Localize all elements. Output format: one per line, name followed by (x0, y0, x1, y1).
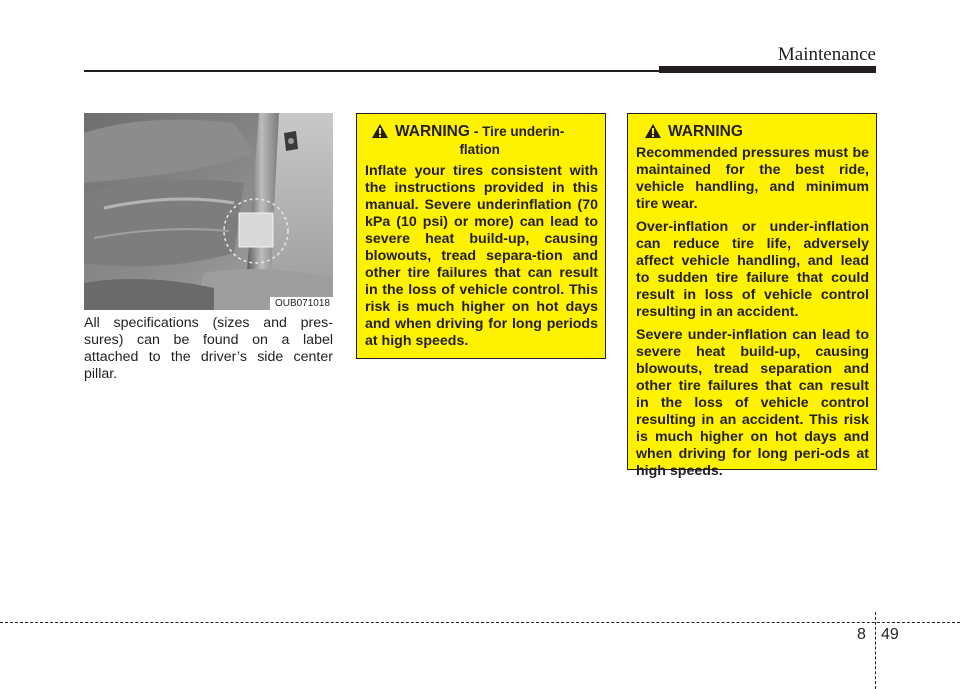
body-text: All specifications (sizes and pres-sures) can be found on a label attached to the driver’s side center pillar. (84, 315, 333, 382)
photo-code: OUB071018 (270, 297, 333, 310)
header-rule-thick (659, 66, 876, 73)
section-title: Maintenance (777, 44, 876, 65)
warning-text: Inflate your tires consistent with the instructions provided in this manual. Severe underinflation (70 kPa (10 psi) or more) can lead to severe heat build-up, causing blowouts, tread separa-tion and other tire failures that can result in the loss of vehicle control. This risk is much higher on hot days and when driving for long periods at high speeds. (365, 163, 598, 349)
header-rule-thin (84, 70, 659, 72)
warning-triangle-icon (371, 123, 389, 139)
tire-label-photo (84, 113, 333, 310)
warning-header (365, 123, 598, 159)
warning-subtitle-line2: flation (459, 142, 500, 157)
warning-paragraph-2: Over-inflation or under-inflation can reduce tire life, adversely affect vehicle handling, and lead to sudden tire failure that could result in loss of vehicle control resulting in an accident. (636, 219, 869, 320)
chapter-number: 8 (857, 626, 866, 643)
page-number: 49 (881, 626, 899, 643)
warning-paragraph-1: Recommended pressures must be maintained for the best ride, vehicle handling, and minimum tire wear. (636, 145, 869, 212)
warning-box-pressure (627, 113, 877, 479)
footer-divider-tick (875, 612, 876, 689)
warning-subtitle-line1: - Tire underin- (473, 124, 565, 139)
warning-box-underinflation (356, 113, 606, 359)
warning-heading (395, 123, 564, 159)
warning-heading (668, 123, 743, 141)
footer-dashed-rule (0, 622, 960, 623)
warning-triangle-icon (644, 123, 662, 139)
warning-title: WARNING (668, 123, 743, 140)
warning-header (636, 123, 869, 141)
warning-paragraph-3: Severe under-inflation can lead to severe heat build-up, causing blowouts, tread separation and other tire failures that can result in the loss of vehicle control resulting in an accident. This risk is much higher on hot days and when driving for long peri-ods at high speeds. (636, 327, 869, 479)
door-pillar-illustration (84, 113, 333, 310)
warning-title: WARNING (395, 123, 470, 140)
